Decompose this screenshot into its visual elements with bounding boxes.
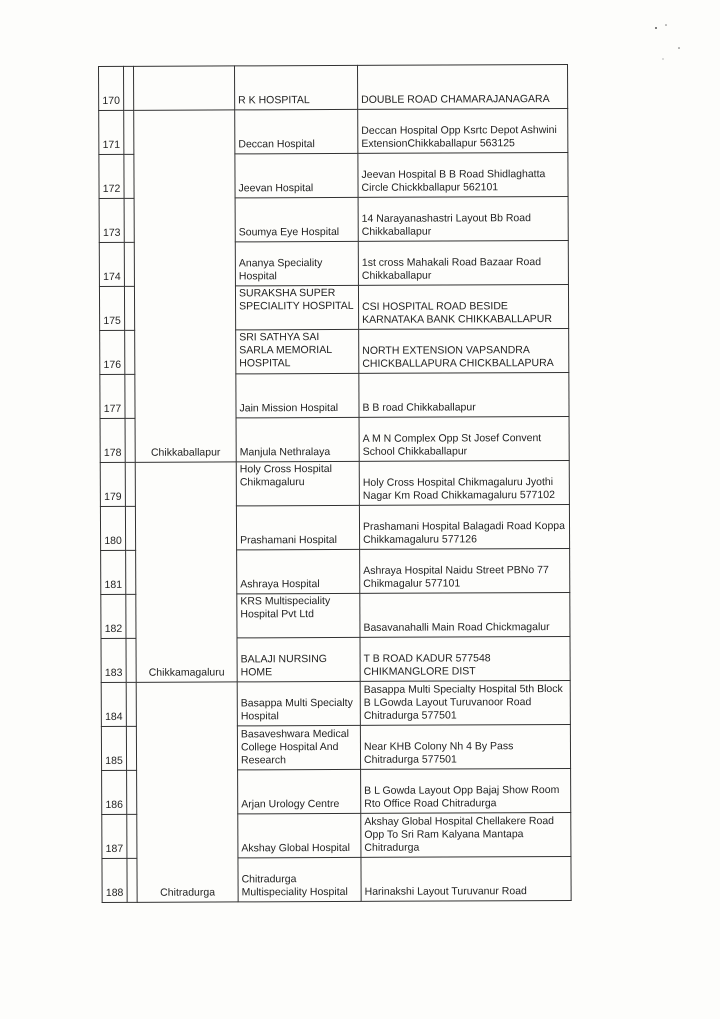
hospital-name: R K HOSPITAL bbox=[235, 65, 358, 110]
hospital-name: Chitradurga Multispeciality Hospital bbox=[238, 857, 361, 902]
serial-number: 172 bbox=[99, 154, 124, 198]
table-row bbox=[100, 460, 569, 506]
hospital-name: Deccan Hospital bbox=[235, 109, 358, 154]
district-name: Chitradurga bbox=[136, 682, 238, 902]
hospital-name: Ananya Speciality Hospital bbox=[235, 241, 358, 286]
serial-number: 174 bbox=[99, 242, 124, 286]
hospital-address: B L Gowda Layout Opp Bajaj Show Room Rto Office Road Chitradurga bbox=[361, 768, 571, 813]
hospital-address: Ashraya Hospital Naidu Street PBNo 77 Chikmagalur 577101 bbox=[360, 548, 570, 593]
hospital-name: Prashamani Hospital bbox=[236, 505, 359, 550]
hospital-address: Basappa Multi Specialty Hospital 5th Block B LGowda Layout Turuvanoor Road Chitradurga 577501 bbox=[360, 680, 570, 725]
hospital-address: B B road Chikkaballapur bbox=[359, 372, 569, 417]
hospital-name: Ashraya Hospital bbox=[237, 549, 360, 594]
table-row bbox=[99, 64, 568, 110]
table-row bbox=[101, 680, 570, 726]
hospital-address: CSI HOSPITAL ROAD BESIDE KARNATAKA BANK CHIKKABALLAPUR bbox=[358, 284, 568, 329]
serial-number: 186 bbox=[102, 770, 127, 814]
hospital-name: Basaveshwara Medical College Hospital And Research bbox=[237, 725, 360, 770]
serial-number: 181 bbox=[101, 550, 126, 594]
hospital-name: Holy Cross Hospital Chikmagaluru bbox=[236, 461, 359, 506]
hospital-address: DOUBLE ROAD CHAMARAJANAGARA bbox=[357, 64, 567, 109]
hospital-name: BALAJI NURSING HOME bbox=[237, 637, 360, 682]
hospital-name: Arjan Urology Centre bbox=[238, 769, 361, 814]
hospital-name: KRS Multispeciality Hospital Pvt Ltd bbox=[237, 593, 360, 638]
hospital-name: SURAKSHA SUPER SPECIALITY HOSPITAL bbox=[235, 285, 358, 330]
serial-number: 173 bbox=[99, 198, 124, 242]
hospital-name: Jain Mission Hospital bbox=[236, 373, 359, 418]
hospital-address: NORTH EXTENSION VAPSANDRA CHICKBALLAPURA CHICKBALLAPURA bbox=[359, 328, 569, 373]
hospital-name: Manjula Nethralaya bbox=[236, 417, 359, 462]
hospital-name: Basappa Multi Specialty Hospital bbox=[237, 681, 360, 726]
hospital-address: A M N Complex Opp St Josef Convent School Chikkaballapur bbox=[359, 416, 569, 461]
hospital-address: Holy Cross Hospital Chikmagaluru Jyothi Nagar Km Road Chikkamagaluru 577102 bbox=[359, 460, 569, 505]
hospital-name: Soumya Eye Hospital bbox=[235, 197, 358, 242]
hospital-name: SRI SATHYA SAI SARLA MEMORIAL HOSPITAL bbox=[236, 329, 359, 374]
district-name: Chikkamagaluru bbox=[135, 462, 237, 682]
district-name: Chikkaballapur bbox=[134, 110, 237, 462]
hospital-address: Deccan Hospital Opp Ksrtc Depot Ashwini ExtensionChikkaballapur 563125 bbox=[358, 108, 568, 153]
hospital-address: Prashamani Hospital Balagadi Road Koppa Chikkamagaluru 577126 bbox=[359, 504, 569, 549]
serial-number: 182 bbox=[101, 594, 126, 638]
district-cell bbox=[134, 66, 235, 110]
scan-specks bbox=[630, 18, 690, 78]
serial-number: 175 bbox=[99, 286, 124, 330]
serial-number: 170 bbox=[99, 66, 124, 110]
serial-number: 176 bbox=[100, 330, 125, 374]
serial-number: 180 bbox=[100, 506, 125, 550]
serial-number: 188 bbox=[102, 858, 127, 902]
hospital-address: Basavanahalli Main Road Chickmagalur bbox=[360, 592, 570, 637]
serial-number: 183 bbox=[101, 638, 126, 682]
hospital-address: Akshay Global Hospital Chellakere Road Opp To Sri Ram Kalyana Mantapa Chitradurga bbox=[361, 812, 571, 857]
hospital-address: Harinakshi Layout Turuvanur Road bbox=[361, 856, 571, 901]
serial-number: 179 bbox=[100, 462, 125, 506]
serial-number: 177 bbox=[100, 374, 125, 418]
hospital-name: Jeevan Hospital bbox=[235, 153, 358, 198]
hospital-list-table bbox=[98, 64, 572, 903]
serial-number: 178 bbox=[100, 418, 125, 462]
hospital-address: T B ROAD KADUR 577548 CHIKMANGLORE DIST bbox=[360, 636, 570, 681]
hospital-address: 14 Narayanashastri Layout Bb Road Chikkaballapur bbox=[358, 196, 568, 241]
hospital-name: Akshay Global Hospital bbox=[238, 813, 361, 858]
serial-number: 184 bbox=[101, 682, 126, 726]
hospital-address: Jeevan Hospital B B Road Shidlaghatta Circle Chickkballapur 562101 bbox=[358, 152, 568, 197]
hospital-address: Near KHB Colony Nh 4 By Pass Chitradurga 577501 bbox=[360, 724, 570, 769]
table-row bbox=[99, 108, 568, 154]
serial-number: 171 bbox=[99, 110, 124, 154]
serial-number: 187 bbox=[102, 814, 127, 858]
hospital-address: 1st cross Mahakali Road Bazaar Road Chikkaballapur bbox=[358, 240, 568, 285]
serial-number: 185 bbox=[101, 726, 126, 770]
